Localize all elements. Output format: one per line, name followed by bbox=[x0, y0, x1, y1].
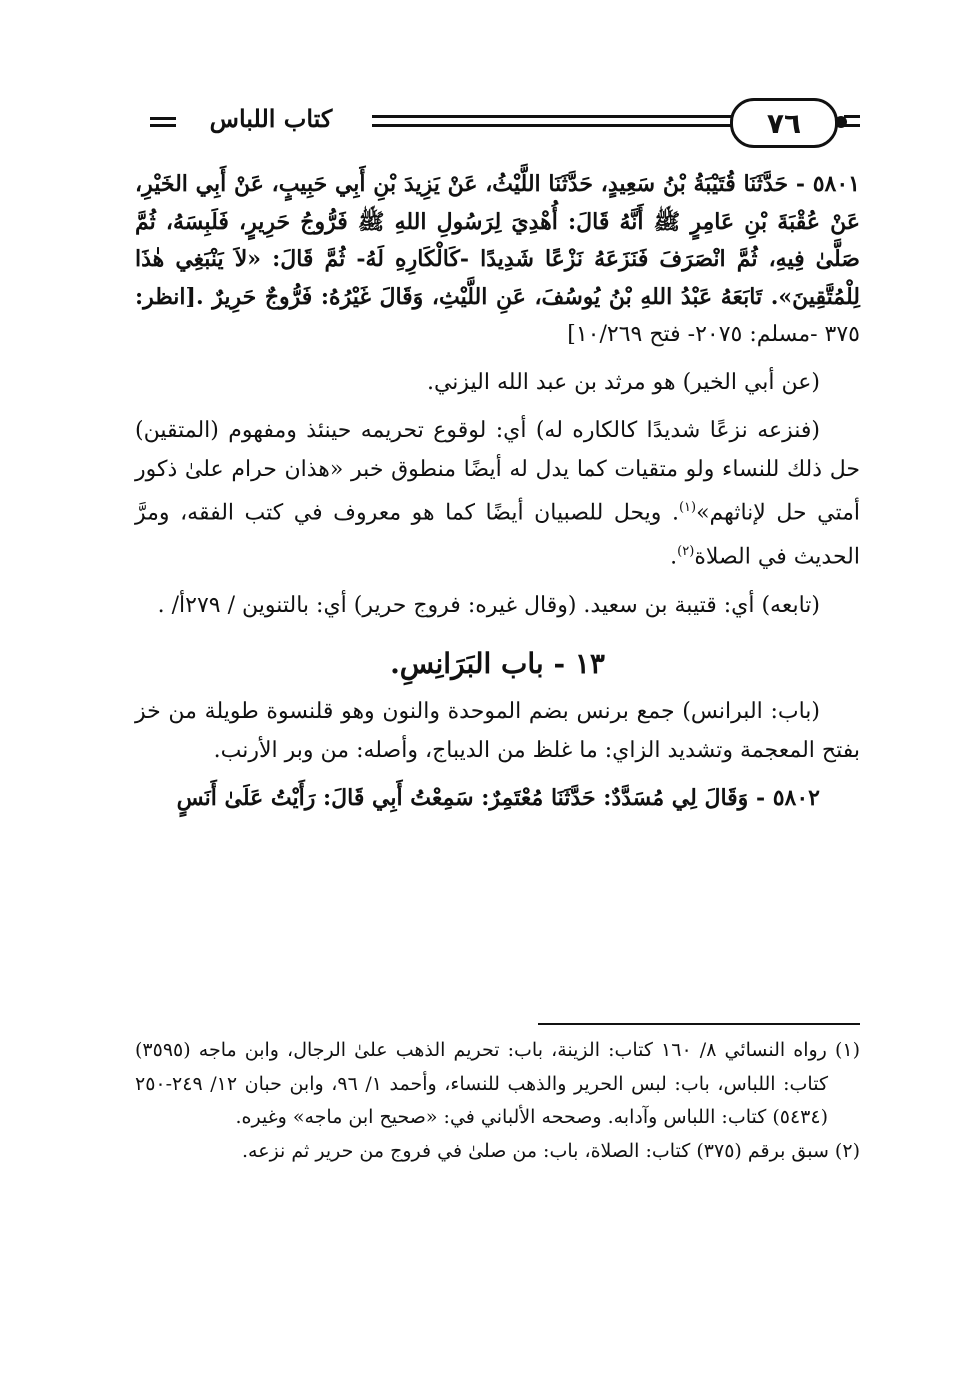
page-header bbox=[0, 94, 960, 154]
hadith-5801-text: ٥٨٠١ - حَدَّثَنَا قُتَيْبَةُ بْنُ سَعِيدٍ، حَدَّثَنَا اللَّيْثُ، عَنْ يَزِيدَ بْنِ أَبِي حَبِيبٍ، عَنْ أَبِي الخَيْرِ، عَنْ عُقْبَةَ بْنِ عَامِرٍ ﷺ أَنَّهُ قَالَ: أُهْدِيَ لِرَسُولِ اللهِ ﷺ فَرُّوجُ حَرِيرٍ، فَلَبِسَهُ، ثُمَّ صَلَّىٰ فِيهِ، ثُمَّ انْصَرَفَ فَنَزَعَهُ نَزْعًا شَدِيدًا -كَالْكَارِهِ لَهُ- ثُمَّ قَالَ: «لاَ يَنْبَغِي هٰذَا لِلْمُتَّقِينَ». تَابَعَهُ عَبْدُ اللهِ بْنُ يُوسُفَ، عَنِ اللَّيْثِ، وَقَالَ غَيْرُهُ: فَرُّوجٌ حَرِيرٌ .[انظر: bbox=[135, 171, 860, 310]
header-middle-rule-bottom bbox=[372, 124, 732, 127]
commentary-p2-part3: . bbox=[670, 544, 678, 570]
footnote-2: (٢) سبق برقم (٣٧٥) كتاب: الصلاة، باب: من صلىٰ في فروج من حرير ثم نزعه. bbox=[242, 1139, 860, 1162]
footnote-1: (١) رواه النسائي ٨/ ١٦٠ كتاب: الزينة، باب: تحريم الذهب علىٰ الرجال، وابن ماجه (٣٥٩٥) كتاب: اللباس، باب: لبس الحرير والذهب للنساء، وأحمد ١/ ٩٦، وابن حبان ١٢/ ٢٤٩-٢٥٠ (٥٤٣٤) كتاب: اللباس وآدابه. وصححه الألباني في: «صحيح ابن ماجه» وغيره. bbox=[135, 1039, 861, 1128]
book-title: كتاب اللباس bbox=[209, 104, 333, 133]
hadith-5801 bbox=[135, 166, 860, 354]
commentary-paragraph-2 bbox=[135, 412, 860, 577]
section-explanation: (باب: البرانس) جمع برنس بضم الموحدة والنون وهو قلنسوة طويلة من خز بفتح المعجمة وتشديد الزاي: ما غلظ من الديباج، وأصله: من وبر الأرنب. bbox=[135, 699, 860, 763]
commentary-p2-part1: (فنزعه نزعًا شديدًا كالكاره له) أي: لوقوع تحريمه حينئذ ومفهوم (المتقين) حل ذلك للنساء ولو متقيات كما يدل له أيضًا منطوق خبر «هذان حرام علىٰ ذكور أمتي حل لإناثهم» bbox=[135, 418, 860, 526]
hadith-5802: ٥٨٠٢ - وَقَالَ لِي مُسَدَّدٌ: حَدَّثَنَا مُعْتَمِرٌ: سَمِعْتُ أَبِي قَالَ: رَأَيْتُ عَلَىٰ أَنَسٍ bbox=[176, 785, 820, 812]
commentary-paragraph-1: (عن أبي الخير) هو مرثد بن عبد الله اليزني. bbox=[426, 369, 820, 395]
commentary-p2-part2: . ويحل للصبيان أيضًا كما هو معروف في كتب الفقه، ومرَّ الحديث في الصلاة bbox=[135, 500, 860, 570]
header-left-rule-bottom bbox=[150, 124, 176, 127]
header-left-rule-top bbox=[150, 117, 176, 120]
section-heading: ١٣ - باب البَرَانِسِ. bbox=[390, 647, 605, 681]
header-right-rule-top bbox=[844, 115, 860, 118]
footnote-ref-2[interactable]: (٢) bbox=[677, 543, 695, 559]
header-right-rule-bottom bbox=[844, 124, 860, 127]
commentary-paragraph-3: (تابعه) أي: قتيبة بن سعيد. (وقال غيره: فروج حرير) أي: بالتنوين / ٢٧٩أ/ . bbox=[157, 592, 820, 618]
page-number: ٧٦ bbox=[766, 106, 802, 140]
footnote-separator bbox=[538, 1023, 860, 1025]
footnotes bbox=[135, 1034, 860, 1168]
main-text bbox=[135, 166, 860, 817]
footnote-ref-1[interactable]: (١) bbox=[678, 500, 697, 515]
page-number-badge bbox=[730, 98, 838, 148]
hadith-5801-reference: ٣٧٥ -مسلم: ٢٠٧٥- فتح ١٠/٢٦٩] bbox=[567, 322, 860, 347]
header-middle-rule-top bbox=[372, 115, 732, 118]
